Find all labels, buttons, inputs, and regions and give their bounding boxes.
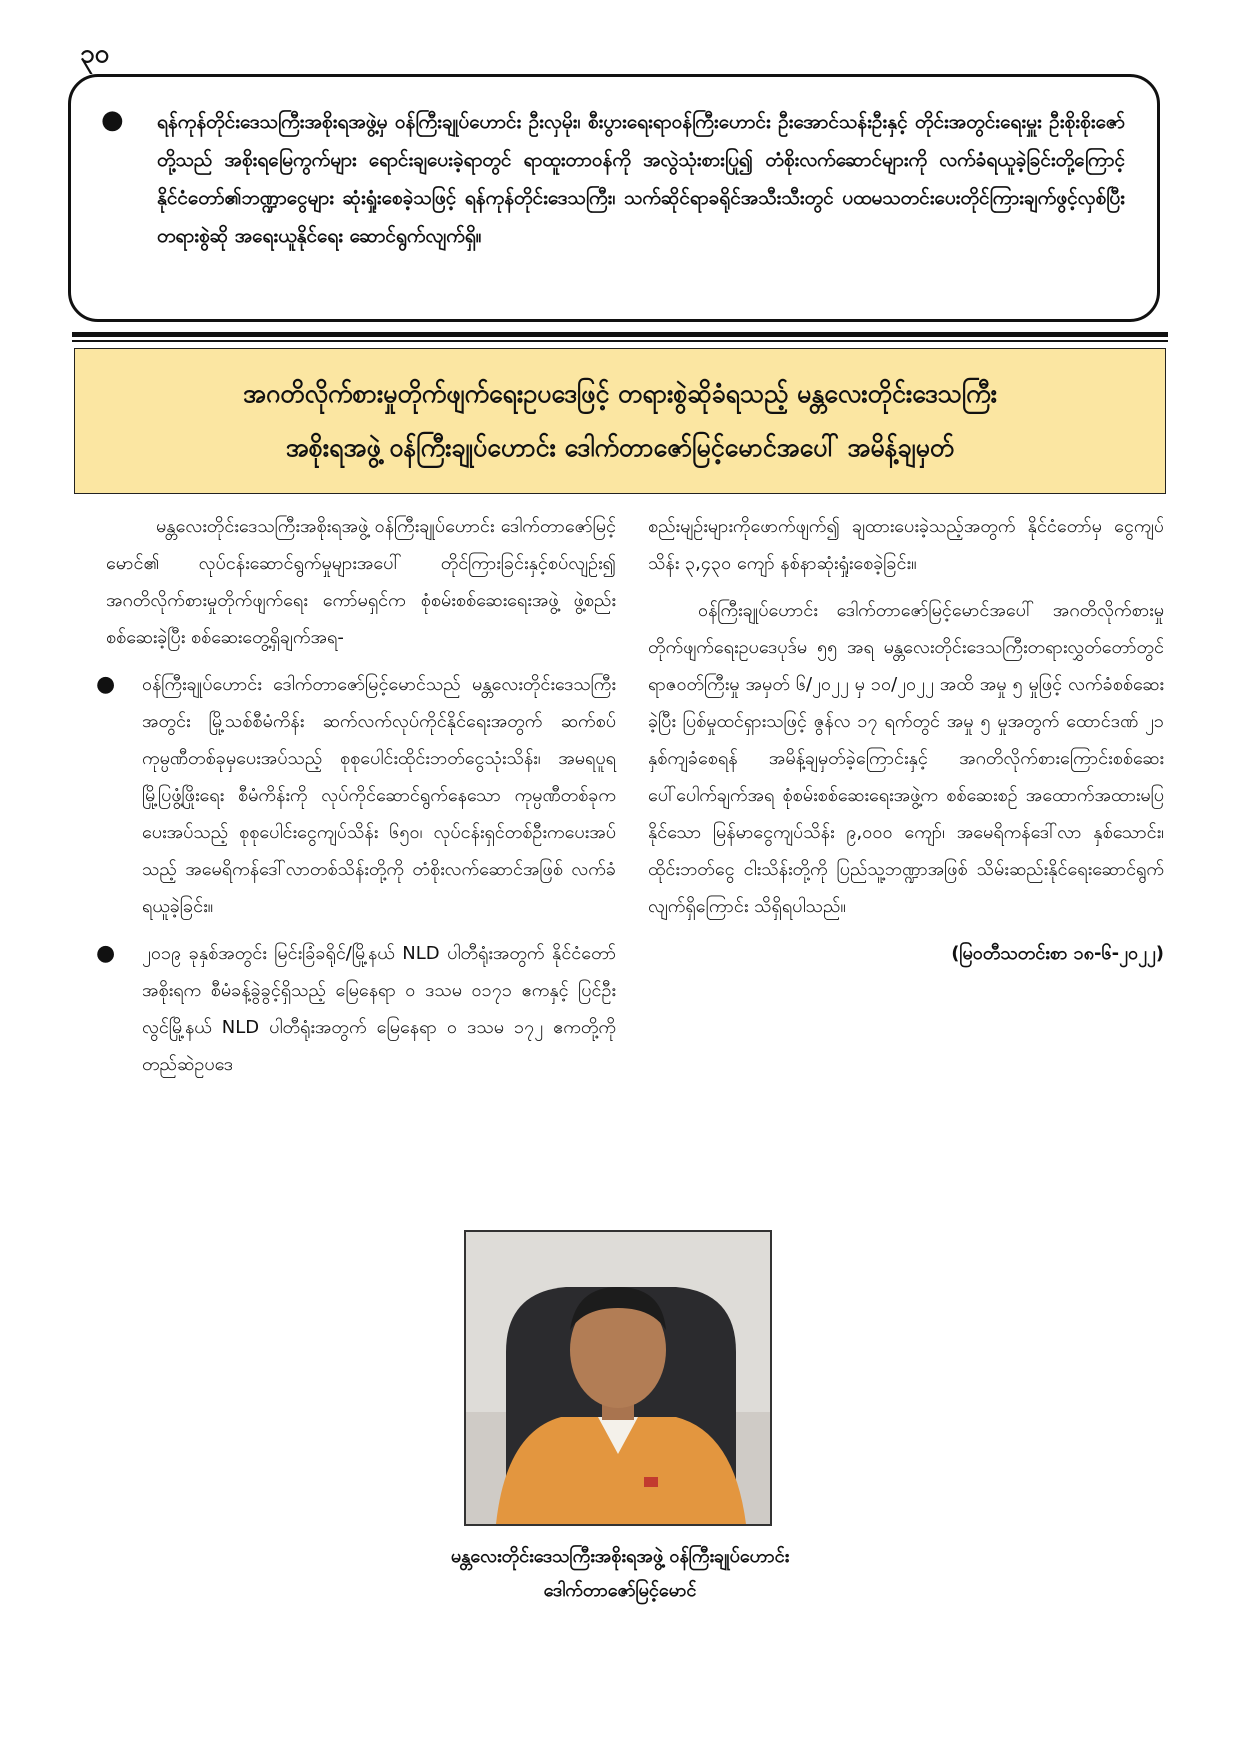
bullet-icon: ●: [96, 672, 116, 697]
article-intro: မန္တလေးတိုင်းဒေသကြီးအစိုးရအဖွဲ့ ဝန်ကြီးချုပ်ဟောင်း ဒေါက်တာဇော်မြင့်မောင်၏ လုပ်ငန်းဆောင်ရွက်မှုများအပေါ် တိုင်ကြားခြင်းနှင့်စပ်လျဉ်း၍ အဂတိလိုက်စားမှုတိုက်ဖျက်ရေး ကော်မရှင်က စုံစမ်းစစ်ဆေးရေးအဖွဲ့ ဖွဲ့စည်းစစ်ဆေးခဲ့ပြီး စစ်ဆေးတွေ့ရှိချက်အရ-: [106, 516, 616, 648]
list-item-text: ဝန်ကြီးချုပ်ဟောင်း ဒေါက်တာဇော်မြင့်မောင်သည် မန္တလေးတိုင်းဒေသကြီးအတွင်း မြို့သစ်စီမံကိန်း ဆက်လက်လုပ်ကိုင်နိုင်ရေးအတွက် ဆက်စပ်ကုမ္ပဏီတစ်ခုမှပေးအပ်သည့် စုစုပေါင်းထိုင်းဘတ်ငွေသုံးသိန်း၊ အမရပူရမြို့ပြဖွံ့ဖြိုးရေး စီမံကိန်းကို လုပ်ကိုင်ဆောင်ရွက်နေသော ကုမ္ပဏီတစ်ခုက ပေးအပ်သည့် စုစုပေါင်းငွေကျပ်သိန်း ၆၅၀၊ လုပ်ငန်းရှင်တစ်ဦးကပေးအပ်သည့် အမေရိကန်ဒေါ်လာတစ်သိန်းတို့ကို တံစိုးလက်ဆောင်အဖြစ် လက်ခံရယူခဲ့ခြင်း။: [142, 674, 616, 917]
bullet-icon: ●: [96, 941, 116, 966]
summary-box: [68, 74, 1160, 322]
summary-text: ရန်ကုန်တိုင်းဒေသကြီးအစိုးရအဖွဲ့မှ ဝန်ကြီးချုပ်ဟောင်း ဦးလှမိုး၊ စီးပွားရေးရာဝန်ကြီးဟောင်း ဦးအောင်သန်းဦးနှင့် တိုင်းအတွင်းရေးမှူး ဦးစိုးစိုးဇော်တို့သည် အစိုးရမြေကွက်များ ရောင်းချပေးခဲ့ရာတွင် ရာထူးတာဝန်ကို အလွဲသုံးစားပြု၍ တံစိုးလက်ဆောင်များကို လက်ခံရယူခဲ့ခြင်းတို့ကြောင့် နိုင်ငံတော်၏ဘဏ္ဍာငွေများ ဆုံးရှုံးစေခဲ့သဖြင့် ရန်ကုန်တိုင်းဒေသကြီး၊ သက်ဆိုင်ရာခရိုင်အသီးသီးတွင် ပထမသတင်းပေးတိုင်ကြားချက်ဖွင့်လှစ်ပြီး တရားစွဲဆို အရေးယူနိုင်ရေး ဆောင်ရွက်လျက်ရှိ။: [157, 111, 1125, 247]
headline-line-1: အဂတိလိုက်စားမှုတိုက်ဖျက်ရေးဥပဒေဖြင့် တရားစွဲဆိုခံရသည့် မန္တလေးတိုင်းဒေသကြီး: [243, 379, 997, 408]
list-item: [96, 935, 616, 1083]
page-number: ၃၀: [80, 39, 110, 69]
headline-box: [74, 348, 1166, 494]
caption-line-1: မန္တလေးတိုင်းဒေသကြီးအစိုးရအဖွဲ့ ဝန်ကြီးချုပ်ဟောင်း: [450, 1546, 790, 1567]
article-source: (မြဝတီသတင်းစာ ၁၈-၆-၂၀၂၂): [951, 943, 1164, 964]
portrait-photo: [464, 1230, 772, 1526]
divider-thin: [72, 340, 1168, 342]
headline-line-2: အစိုးရအဖွဲ့ ဝန်ကြီးချုပ်ဟောင်း ဒေါက်တာဇော်မြင့်မောင်အပေါ် အမိန့်ချမှတ်: [285, 433, 955, 462]
article-column-left: [96, 508, 616, 1093]
portrait-illustration: [466, 1232, 770, 1524]
list-item: [96, 666, 616, 925]
article-paragraph: စည်းမျဉ်းများကိုဖောက်ဖျက်၍ ချထားပေးခဲ့သည့်အတွက် နိုင်ငံတော်မှ ငွေကျပ်သိန်း ၃,၄၃၀ ကျော် နစ်နာဆုံးရှုံးစေခဲ့ခြင်း။: [648, 516, 1164, 574]
article-column-right: [648, 508, 1164, 982]
caption-line-2: ဒေါက်တာဇော်မြင့်မောင်: [543, 1580, 697, 1601]
article-paragraph: ဝန်ကြီးချုပ်ဟောင်း ဒေါက်တာဇော်မြင့်မောင်အပေါ် အဂတိလိုက်စားမှုတိုက်ဖျက်ရေးဥပဒေပုဒ်မ ၅၅ အရ မန္တလေးတိုင်းဒေသကြီးတရားလွှတ်တော်တွင် ရာဇဝတ်ကြီးမှု အမှတ် ၆/၂၀၂၂ မှ ၁၀/၂၀၂၂ အထိ အမှု ၅ မှုဖြင့် လက်ခံစစ်ဆေးခဲ့ပြီး ပြစ်မှုထင်ရှားသဖြင့် ဇွန်လ ၁၇ ရက်တွင် အမှု ၅ မှုအတွက် ထောင်ဒဏ် ၂၁ နှစ်ကျခံစေရန် အမိန့်ချမှတ်ခဲ့ကြောင်းနှင့် အဂတိလိုက်စားကြောင်းစစ်ဆေးပေါ်ပေါက်ချက်အရ စုံစမ်းစစ်ဆေးရေးအဖွဲ့က စစ်ဆေးစဉ် အထောက်အထားမပြနိုင်သော မြန်မာငွေကျပ်သိန်း ၉,၀၀၀ ကျော်၊ အမေရိကန်ဒေါ်လာ နှစ်သောင်း၊ ထိုင်းဘတ်ငွေ ငါးသိန်းတို့ကို ပြည်သူ့ဘဏ္ဍာအဖြစ် သိမ်းဆည်းနိုင်ရေးဆောင်ရွက်လျက်ရှိကြောင်း သိရှိရပါသည်။: [648, 600, 1164, 917]
bullet-icon: ●: [101, 105, 124, 135]
photo-caption: [340, 1540, 900, 1608]
list-item-text: ၂၀၁၉ ခုနှစ်အတွင်း မြင်းခြံခရိုင်/မြို့နယ် NLD ပါတီရုံးအတွက် နိုင်ငံတော်အစိုးရက စီမံခန့်ခွဲခွင့်ရှိသည့် မြေနေရာ ဝ ဒသမ ၀၁၇၁ ဧကနှင့် ပြင်ဦးလွင်မြို့နယ် NLD ပါတီရုံးအတွက် မြေနေရာ ဝ ဒသမ ၁၇၂ ဧကတို့ကို တည်ဆဲဥပဒေ: [142, 943, 616, 1075]
divider-thick: [72, 332, 1168, 337]
